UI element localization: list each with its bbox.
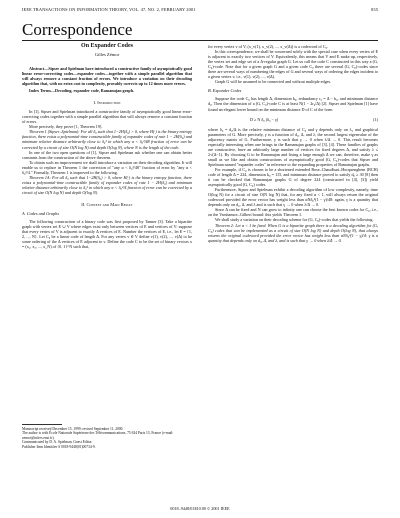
paper-title: On Expander Codes	[81, 43, 133, 49]
paragraph: The following construction of a binary code was first proposed by Tanner [3]. Take a bipartite graph with vertex set E ∪ V where edges exist only between vertices of E and vertices of V: suppose that every vertex of V is adjacent to exactly Δ vertices of E. Number the vertices of E, i.e., let E = {1, 2, ..., N}. Let C₀ be a linear code of length Δ. For any vertex v ∈ V define v(1), v(2), ..., v(Δ) to be some ordering of the Δ vertices of E adjacent to v. Define the code C to be the set of binary vectors x = (x₁, x₂, ..., x_N) of {0, 1}^N such that,	[22, 219, 192, 250]
paragraph: where δ₀ = d₀/Δ is the relative minimum distance of C₀ and γ depends only on λ₂ and graphical parameters of G. More precisely, γ is a function of d₀, Δ, and λ, the second largest eigenvalue of the adjacency matrix of G. Furthermore, γ is such that γ → 0 when λ/Δ → 0. This result becomes especially interesting when one brings in the Ramanujan graphs of [3], [4]. These families of graphs are constructive, have an arbitrarily large number of vertices for fixed degrees Δ, and satisfy λ ≤ 2√(Δ−1). By choosing G to be Ramanujan and fixing a large enough Δ we can, therefore, make γ as small as we like and obtain constructions of asymptotically good (G, C₀)-codes that Sipser and Spielman named "expander codes" in reference to the expanding properties of Ramanujan graphs.	[208, 126, 378, 167]
footnote-received: Manuscript received December 15, 1999; revised September 11, 2000.	[22, 427, 124, 431]
equation-number: (1)	[373, 116, 378, 122]
theorem-text: Let α < 1 be fixed. When G is a bipartite graph there is a decoding algorithm for (G, C₀) codes that can be implemented as a circuit of size O(N log N) and depth O(log N), that always returns the original codeword provided the error vector has weight less than αNδ₀²(1 − γ)/4: γ is a quantity that depends only on d₀, Δ, and λ, and is such that γ → 0 when λ/Δ → 0.	[208, 222, 378, 243]
footnote-rule	[22, 424, 62, 425]
paper-author: Gilles Zémor	[94, 52, 120, 58]
right-column	[208, 44, 378, 243]
theorem-2	[208, 223, 378, 243]
title-rule	[22, 40, 378, 41]
paragraph: Since Δ can be fixed and N can grow to infinity one can choose the best known codes for C₀, i.e., on the Varshamov–Gilbert bound: this yields Theorem 1.	[208, 207, 378, 218]
theorem-text: For all δ₀ such that 1−2H(δ₀) > 0, where H(·) is the binary entropy function, there exists a polynomial-time constructible family of expander codes of rate 1 − 2H(δ₀) and minimum relative distance arbitrarily close to δ₀² in which any α < δ₀²/4 fraction of error can be corrected by a circuit of size O(N log N) and depth O(log N).	[22, 174, 192, 195]
paragraph: Graph G will be assumed to be connected and without multiple edges.	[215, 79, 332, 85]
footnote-affiliation: The author is with École Nationale Supérieure des Télécommunications, 75 634 Paris 13, France (e-mail: zemor@infres.enst.fr).	[22, 431, 174, 440]
subsection-heading-expander-codes: B. Expander Codes	[208, 88, 242, 94]
footnote-editor: Communicated by D. A. Spielman, Guest Editor.	[22, 440, 93, 445]
paragraph: In one of the two open questions of [1], Sipser and Spielman ask whether one can obtain better constants from the construction of the above theorem.	[22, 149, 192, 160]
abstract: Abstract—Sipser and Spielman have introduced a constructive family of asymptotically good linear error-correcting codes—expander codes—together with a simple parallel algorithm that will always remove a constant fraction of errors. We introduce a variation on their decoding algorithm that, with no extra cost in complexity, provably corrects up to 12 times more errors.	[22, 66, 192, 87]
left-column	[22, 44, 192, 249]
equation-1	[208, 117, 378, 122]
journal-header: IEEE TRANSACTIONS ON INFORMATION THEORY, VOL. 47, NO. 2, FEBRUARY 2001	[22, 7, 196, 12]
theorem-text: For all δ₀ such that 1−2H(δ₀) > 0, where H(·) is the binary entropy function, there exists a polynomial-time constructible family of expander codes of rate 1 − 2H(δ₀) and minimum relative distance arbitrarily close to δ₀² in which any α < δ₀²/48 fraction of error can be corrected by a circuit of size O(N log N) and depth O(log N), where N is the length of the code.	[22, 129, 192, 150]
running-head	[22, 7, 378, 12]
paragraph: For example, if C₀ is chosen to be a shortened extended Bose–Chaudhuri–Hocquenghem (BCH) code of length Δ = 224, dimension k₀ = 115, and minimum distance proved to satisfy d₀ ≥ 30 [8] then it can be checked that Ramanujan graphs G of degree 224 (constructed in [4], [3]) yield asymptotically good (G, C₀) codes.	[208, 166, 378, 188]
paragraph: More precisely, they prove [1, Theorem 19].	[29, 124, 103, 130]
paragraph: In this correspondence, we shall be concerned solely with the special case when every vertex of E is adjacent to exactly two vertices of V. Equivalently, this means that V and E make up, respectively, the vertex set and edge set of a Δ-regular graph G. Let us call the code C constructed in this way a (G, C₀)-code. Note that for a given graph G and a given code C₀ there are several (G, C₀)-codes since there are several ways of numbering the edges of G and several ways of ordering the edges incident to a given vertex v, i.e., v(1), v(2), ..., v(Δ).	[208, 49, 378, 80]
issn-price-code: 0018–9448/01$10.00 © 2001 IEEE	[170, 506, 230, 511]
index-terms: Index Terms—Decoding, expander code, Ramanujan graph.	[29, 88, 135, 94]
paragraph: To obtain such an improvement we shall introduce a variation on their decoding algorithm. It will enable us to replace in Theorem 1 the correction of "any α < δ₀²/48" fraction of error by "any α < δ₀²/4." Formally, Theorem 1 is improved to the following.	[22, 159, 192, 175]
page-number: 835	[371, 7, 378, 12]
theorem-label: Theorem 2:	[215, 222, 235, 228]
theorem-1a	[22, 175, 192, 195]
paragraph: In [1], Sipser and Spielman introduced a constructive family of asymptotically good linear error-correcting codes together with a simple parallel algorithm that will always remove a constant fraction of errors.	[22, 109, 192, 125]
paragraph: for every vertex v of V, (x_v(1), x_v(2), ..., x_v(Δ)) is a codeword of C₀.	[208, 44, 329, 49]
theorem-label: Theorem 1A:	[29, 174, 51, 180]
paragraph: Suppose the code C₀ has length Δ, dimension k₀, redundancy r₀ = Δ − k₀, and minimum distance d₀. Then the dimension of a (G, C₀)-code C is at least N(1 − 2r₀/Δ) [2]. Sipser and Spielman [1] have found an elegant lower bound on the minimum distance D of C of the form	[208, 96, 378, 112]
section-title: Correspondence	[22, 20, 133, 39]
theorem-label: Theorem 1 (Sipser–Spielman):	[29, 129, 80, 135]
subsection-heading-codes-graphs: A. Codes and Graphs	[22, 211, 60, 217]
paragraph: We shall study a variation on their decoding scheme for (G, C₀)-codes that yields the following.	[215, 217, 374, 223]
paragraph: Furthermore, Sipser and Spielman exhibit a decoding algorithm of low complexity, namely, time O(log N) for a circuit of size O(N log N) that, for any fixed α < 1, will always return the original codeword provided the error vector has weight less than αNδ₀²(1 − γ)/48: again, γ is a quantity that depends only on d₀, Δ, and λ and is such that γ → 0 when λ/Δ → 0.	[208, 187, 378, 208]
equation-body: D ≥ N δ₀ (δ₀ − γ)	[250, 116, 279, 122]
theorem-1	[22, 129, 192, 149]
footnote-pii: Publisher Item Identifier S 0018-9448(01)00734-9.	[22, 444, 96, 449]
footnote	[22, 424, 192, 449]
section-heading-context: II. Context and Main Result	[81, 201, 133, 207]
section-heading-introduction: I. Introduction	[93, 100, 121, 106]
